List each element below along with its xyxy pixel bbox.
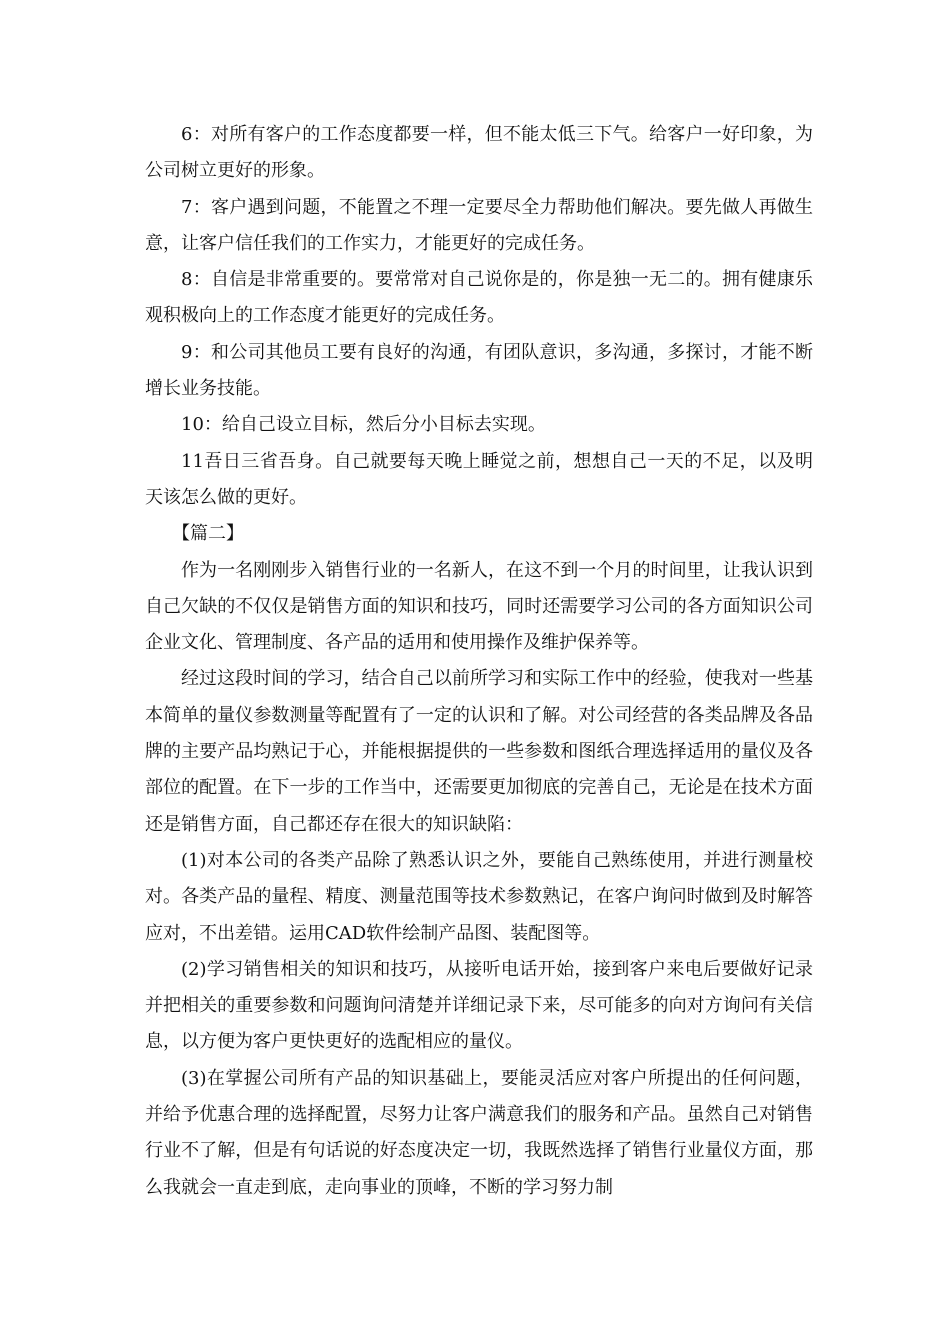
document-page bbox=[145, 117, 813, 1206]
paragraph-tip-9: 9：和公司其他员工要有良好的沟通，有团队意识，多沟通，多探讨，才能不断增长业务技能。 bbox=[145, 341, 813, 400]
paragraph-learning: 经过这段时间的学习，结合自己以前所学习和实际工作中的经验，使我对一些基本简单的量仪参数测量等配置有了一定的认识和了解。对公司经营的各类品牌及各品牌的主要产品均熟记于心，并能根据提供的一些参数和图纸合理选择适用的量仪及各部位的配置。在下一步的工作当中，还需要更加彻底的完善自己，无论是在技术方面还是销售方面，自己都还存在很大的知识缺陷： bbox=[145, 668, 813, 835]
paragraph-tip-10: 10：给自己设立目标，然后分小目标去实现。 bbox=[181, 414, 546, 436]
paragraph-item-2: (2)学习销售相关的知识和技巧，从接听电话开始，接到客户来电后要做好记录并把相关的重要参数和问题询问清楚并详细记录下来，尽可能多的向对方询问有关信息，以方便为客户更快更好的选配相应的量仪。 bbox=[145, 958, 813, 1053]
paragraph-tip-11: 11吾日三省吾身。自己就要每天晚上睡觉之前，想想自己一天的不足，以及明天该怎么做的更好。 bbox=[145, 450, 813, 508]
paragraph-tip-6: 6：对所有客户的工作态度都要一样，但不能太低三下气。给客户一好印象，为公司树立更好的形象。 bbox=[145, 124, 813, 182]
section-heading: 【篇二】 bbox=[172, 523, 244, 545]
paragraph-item-1: (1)对本公司的各类产品除了熟悉认识之外，要能自己熟练使用，并进行测量校对。各类产品的量程、精度、测量范围等技术参数熟记，在客户询问时做到及时解答应对，不出差错。运用CAD软件绘制产品图、装配图等。 bbox=[145, 849, 813, 944]
paragraph-tip-8: 8：自信是非常重要的。要常常对自己说你是的，你是独一无二的。拥有健康乐观积极向上的工作态度才能更好的完成任务。 bbox=[145, 269, 813, 327]
paragraph-intro: 作为一名刚刚步入销售行业的一名新人，在这不到一个月的时间里，让我认识到自己欠缺的不仅仅是销售方面的知识和技巧，同时还需要学习公司的各方面知识公司企业文化、管理制度、各产品的适用和使用操作及维护保养等。 bbox=[145, 559, 813, 654]
paragraph-tip-7: 7：客户遇到问题，不能置之不理一定要尽全力帮助他们解决。要先做人再做生意，让客户信任我们的工作实力，才能更好的完成任务。 bbox=[145, 196, 813, 254]
paragraph-item-3: (3)在掌握公司所有产品的知识基础上，要能灵活应对客户所提出的任何问题，并给予优惠合理的选择配置，尽努力让客户满意我们的服务和产品。虽然自己对销售行业不了解，但是有句话说的好态度决定一切，我既然选择了销售行业量仪方面，那么我就会一直走到底，走向事业的顶峰，不断的学习努力制 bbox=[145, 1067, 813, 1198]
